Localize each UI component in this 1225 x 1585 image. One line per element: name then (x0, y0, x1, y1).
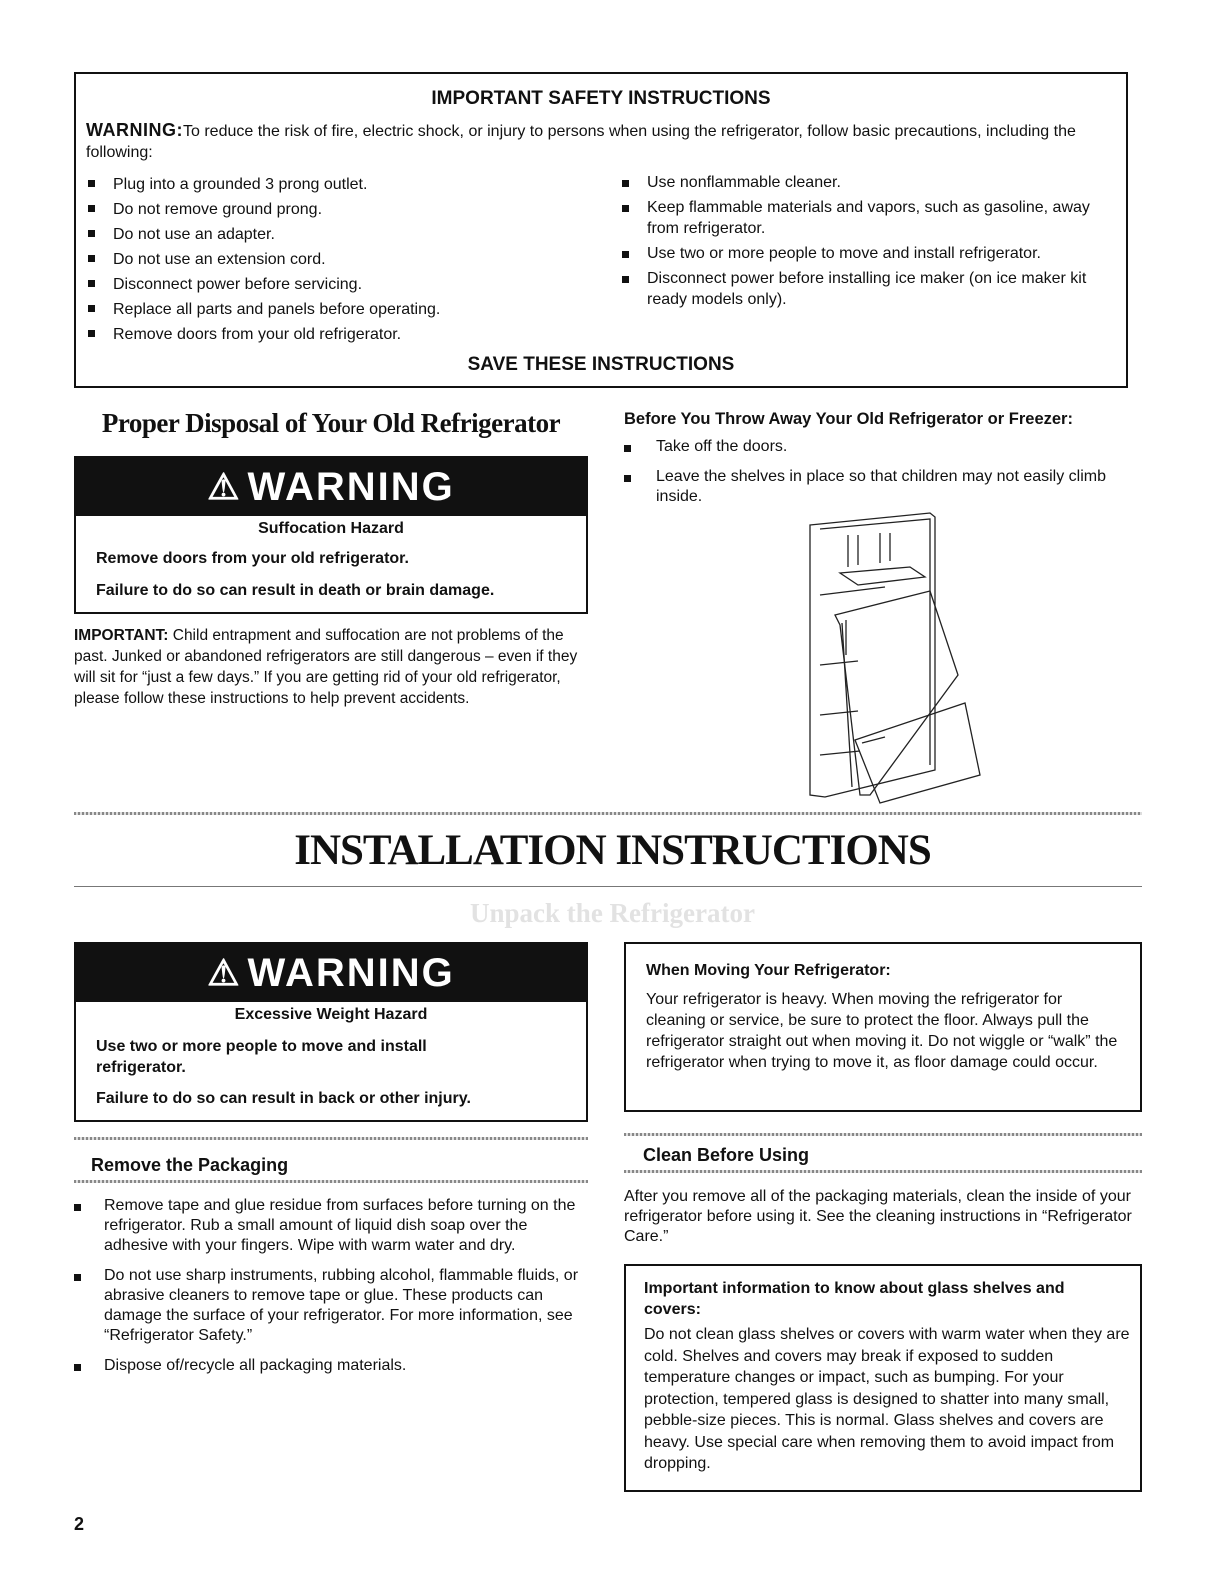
section-divider (624, 1170, 1142, 1173)
bullet-icon (622, 251, 629, 258)
list-item: Remove tape and glue residue from surfaces before turning on the refrigerator. Rub a small amount of liquid dish soap over the adhesive with your fingers. Wipe with warm water and dry. (74, 1196, 579, 1256)
list-item: Take off the doors. (624, 437, 1129, 457)
warning-triangle-icon: ⚠ (207, 952, 242, 993)
hazard-title: Excessive Weight Hazard (234, 1006, 428, 1023)
safety-title: IMPORTANT SAFETY INSTRUCTIONS (431, 88, 771, 109)
warning-body: To reduce the risk of fire, electric shock, or injury to persons when using the refrigerator, follow basic precautions, including the following: (86, 123, 1076, 161)
safety-instructions-box (74, 72, 1128, 388)
bullet-icon (622, 276, 629, 283)
clean-before-using-heading: Clean Before Using (643, 1145, 810, 1165)
warning-line: Failure to do so can result in back or other injury. (96, 1090, 471, 1107)
list-item: Dispose of/recycle all packaging materials. (74, 1356, 579, 1376)
bullet-icon (88, 255, 95, 262)
bullet-icon (622, 180, 629, 187)
safety-warning-text (86, 120, 1116, 163)
bullet-icon (624, 445, 631, 452)
section-divider (74, 1180, 588, 1183)
list-item: Disconnect power before installing ice maker (on ice maker kit ready models only). (622, 268, 1122, 310)
section-divider (74, 812, 1142, 815)
clean-paragraph: After you remove all of the packaging materials, clean the inside of your refrigerator before using it. See the cleaning instructions in “Refrigerator Care.” (624, 1188, 1132, 1245)
disposal-heading: Proper Disposal of Your Old Refrigerator (101, 408, 561, 438)
bullet-icon (624, 475, 631, 482)
list-item: Leave the shelves in place so that children may not easily climb inside. (624, 467, 1129, 507)
section-divider (74, 1137, 588, 1140)
warning-triangle-icon: ⚠ (207, 466, 242, 507)
page-number: 2 (74, 1514, 85, 1534)
bullet-icon (74, 1364, 81, 1371)
save-instructions-heading: SAVE THESE INSTRUCTIONS (467, 354, 735, 375)
list-item: Plug into a grounded 3 prong outlet. (88, 172, 608, 197)
refrigerator-doors-removed-illustration (780, 505, 1000, 805)
warning-label: WARNING: (86, 120, 183, 140)
important-paragraph (74, 625, 589, 709)
hazard-title: Suffocation Hazard (258, 520, 404, 537)
bullet-icon (88, 230, 95, 237)
bullet-icon (88, 280, 95, 287)
important-label: IMPORTANT: (74, 627, 169, 644)
bullet-icon (88, 305, 95, 312)
before-throw-away-heading: Before You Throw Away Your Old Refrigerator or Freezer: (624, 410, 1073, 428)
bullet-icon (74, 1204, 81, 1211)
moving-body: Your refrigerator is heavy. When moving the refrigerator for cleaning or service, be sure to protect the floor. Always pull the refrigerator straight out when moving it. Do not wiggle or “walk” the refrigerator when trying to move it, as floor damage could occur. (646, 991, 1118, 1071)
moving-title: When Moving Your Refrigerator: (646, 962, 891, 979)
list-item: Do not use sharp instruments, rubbing alcohol, flammable fluids, or abrasive cleaners to remove tape or glue. These products can damage the surface of your refrigerator. For more information, see “Refrigerator Safety.” (74, 1266, 579, 1346)
suffocation-warning-box (74, 456, 588, 614)
warning-banner: ⚠ WARNING (76, 458, 586, 516)
remove-packaging-list (74, 1196, 579, 1386)
glass-body: Do not clean glass shelves or covers with warm water when they are cold. Shelves and covers may break if exposed to sudden temperature changes or impact, such as bumping. For your protection, tempered glass is designed to shatter into many small, pebble-size pieces. This is normal. Glass shelves and covers are heavy. Use special care when removing them to avoid impact from dropping. (644, 1326, 1130, 1472)
list-item: Remove doors from your old refrigerator. (88, 322, 608, 347)
title-underline (74, 886, 1142, 887)
bullet-icon (74, 1274, 81, 1281)
glass-title: Important information to know about glass shelves and covers: (644, 1280, 1065, 1318)
installation-title: INSTALLATION INSTRUCTIONS (294, 827, 931, 874)
list-item: Do not use an extension cord. (88, 247, 608, 272)
safety-right-list (622, 172, 1122, 314)
remove-packaging-heading: Remove the Packaging (91, 1155, 289, 1175)
unpack-heading: Unpack the Refrigerator (470, 898, 755, 928)
weight-warning-box (74, 942, 588, 1122)
list-item: Keep flammable materials and vapors, such as gasoline, away from refrigerator. (622, 197, 1122, 239)
warning-line: Failure to do so can result in death or brain damage. (96, 582, 495, 599)
bullet-icon (622, 205, 629, 212)
list-item: Do not remove ground prong. (88, 197, 608, 222)
list-item: Use two or more people to move and install refrigerator. (622, 243, 1122, 264)
list-item: Do not use an adapter. (88, 222, 608, 247)
bullet-icon (88, 205, 95, 212)
glass-shelves-info-box (624, 1264, 1142, 1492)
warning-banner: ⚠ WARNING (76, 944, 586, 1002)
list-item: Replace all parts and panels before operating. (88, 297, 608, 322)
moving-info-box (624, 942, 1142, 1112)
section-divider (624, 1133, 1142, 1136)
warning-line: Use two or more people to move and install refrigerator. (96, 1038, 427, 1076)
important-text: Child entrapment and suffocation are not problems of the past. Junked or abandoned refrigerators are still dangerous – even if they will sit for “just a few days.” If you are getting rid of your old refrigerator, please follow these instructions to help prevent accidents. (74, 627, 578, 707)
warning-line: Remove doors from your old refrigerator. (96, 550, 409, 567)
bullet-icon (88, 330, 95, 337)
bullet-icon (88, 180, 95, 187)
list-item: Disconnect power before servicing. (88, 272, 608, 297)
list-item: Use nonflammable cleaner. (622, 172, 1122, 193)
safety-left-list (88, 172, 608, 347)
